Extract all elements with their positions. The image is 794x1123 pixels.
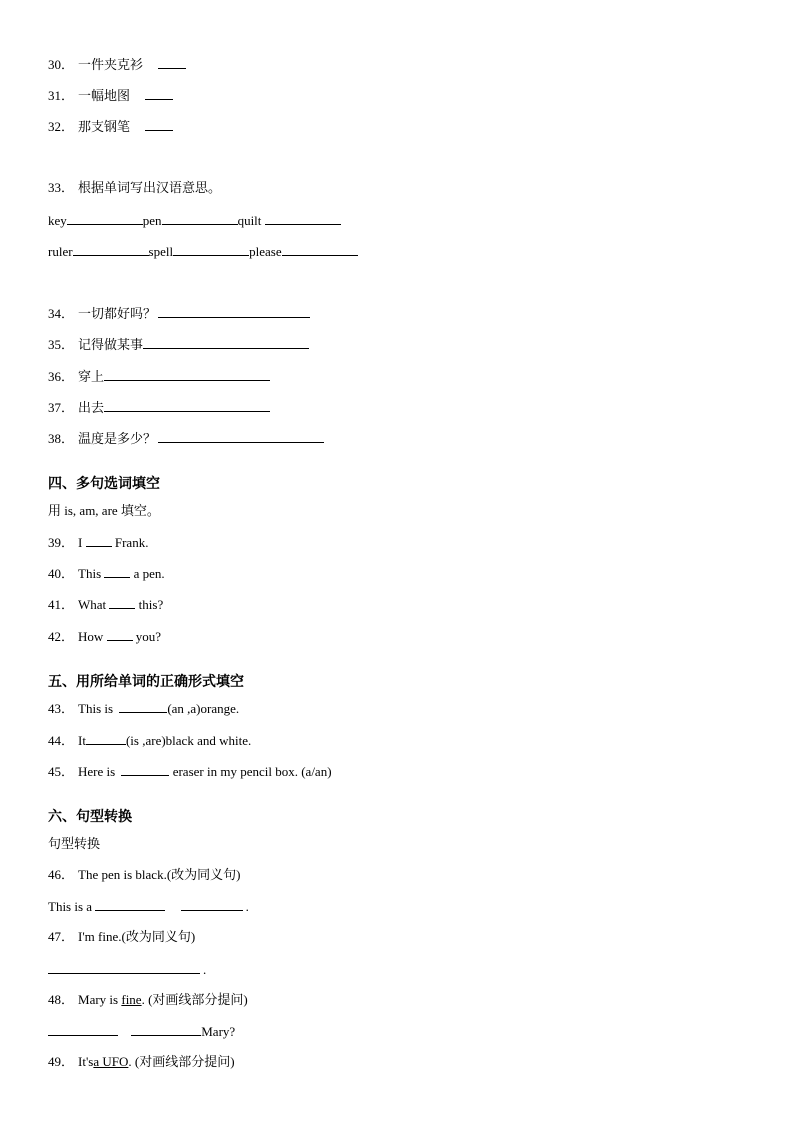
question-number: 31．	[48, 88, 75, 103]
question-number: 39．	[48, 535, 75, 550]
answer-blank[interactable]	[86, 731, 126, 745]
word-key: key	[48, 213, 67, 228]
question-45	[48, 762, 332, 781]
question-text: 那支钢笔	[78, 119, 131, 134]
question-number: 37．	[48, 400, 75, 415]
question-43	[48, 699, 239, 718]
question-49	[48, 1053, 235, 1071]
question-30	[48, 55, 186, 74]
question-number: 47．	[48, 929, 75, 944]
answer-blank[interactable]	[282, 242, 358, 256]
question-number: 45．	[48, 764, 75, 779]
question-42	[48, 627, 161, 646]
answer-blank[interactable]	[265, 211, 341, 225]
question-number: 38．	[48, 431, 75, 446]
question-text-b: a pen.	[133, 566, 165, 581]
answer-blank[interactable]	[119, 699, 167, 713]
question-text: The pen is black.(改为同义句)	[78, 867, 241, 882]
question-text: 温度是多少？	[78, 431, 157, 446]
question-number: 43．	[48, 701, 75, 716]
answer-blank[interactable]	[181, 897, 243, 911]
answer-blank[interactable]	[107, 627, 133, 641]
question-text-b: (is ,are)black and white.	[125, 733, 252, 748]
question-33	[48, 179, 221, 197]
answer-end: .	[245, 899, 249, 914]
question-number: 32．	[48, 119, 75, 134]
question-46	[48, 866, 240, 884]
question-number: 30．	[48, 57, 75, 72]
word-row-1	[48, 211, 341, 230]
question-number: 34．	[48, 306, 75, 321]
answer-blank[interactable]	[162, 211, 238, 225]
answer-prefix: This is a	[48, 899, 93, 914]
question-text: 出去	[78, 400, 105, 415]
question-text-b: (an ,a)orange.	[167, 701, 240, 716]
question-text: 记得做某事	[78, 337, 144, 352]
answer-blank[interactable]	[86, 533, 112, 547]
question-text-b: . (对画线部分提问)	[141, 992, 248, 1007]
section-4-instruction: 用 is, am, are 填空。	[48, 503, 160, 518]
answer-blank[interactable]	[109, 595, 135, 609]
answer-blank[interactable]	[104, 398, 270, 412]
question-31	[48, 86, 173, 105]
answer-47	[48, 960, 206, 979]
question-number: 41．	[48, 597, 75, 612]
question-text-a: It's	[78, 1054, 94, 1069]
answer-end: .	[203, 962, 207, 977]
question-text-a: It	[78, 733, 86, 748]
answer-46	[48, 897, 249, 916]
question-text: 一幅地图	[78, 88, 131, 103]
section-4-title: 四、多句选词填空	[48, 477, 160, 492]
question-number: 33．	[48, 180, 75, 195]
answer-blank[interactable]	[48, 1022, 118, 1036]
answer-blank[interactable]	[145, 117, 173, 131]
answer-blank[interactable]	[121, 762, 169, 776]
question-number: 42．	[48, 629, 75, 644]
question-text-a: Mary is	[78, 992, 119, 1007]
question-38	[48, 429, 324, 448]
answer-blank[interactable]	[158, 429, 324, 443]
answer-end: Mary?	[201, 1024, 236, 1039]
question-40	[48, 564, 165, 583]
question-35	[48, 335, 309, 354]
question-text-a: What	[78, 597, 107, 612]
question-number: 44．	[48, 733, 75, 748]
underlined-word: fine	[121, 992, 142, 1007]
answer-blank[interactable]	[158, 55, 186, 69]
question-36	[48, 367, 270, 386]
answer-blank[interactable]	[158, 304, 310, 318]
answer-blank[interactable]	[145, 86, 173, 100]
word-quilt: quilt	[237, 213, 262, 228]
section-6-title: 六、句型转换	[48, 810, 132, 825]
word-spell: spell	[148, 244, 174, 259]
answer-blank[interactable]	[95, 897, 165, 911]
question-text-a: This is	[78, 701, 114, 716]
question-48	[48, 991, 248, 1009]
question-text-a: How	[78, 629, 104, 644]
question-34	[48, 304, 310, 323]
answer-blank[interactable]	[143, 335, 309, 349]
question-37	[48, 398, 270, 417]
section-5-title: 五、用所给单词的正确形式填空	[48, 675, 244, 690]
answer-48	[48, 1022, 235, 1041]
question-text: 一件夹克衫	[78, 57, 144, 72]
question-text-a: I	[78, 535, 83, 550]
question-text-b: Frank.	[114, 535, 149, 550]
question-number: 36．	[48, 369, 75, 384]
question-text-b: . (对画线部分提问)	[128, 1054, 235, 1069]
question-text: 穿上	[78, 369, 105, 384]
word-row-2	[48, 242, 358, 261]
word-pen: pen	[142, 213, 162, 228]
question-number: 48．	[48, 992, 75, 1007]
question-number: 35．	[48, 337, 75, 352]
answer-blank[interactable]	[104, 564, 130, 578]
answer-blank[interactable]	[73, 242, 149, 256]
question-text: 根据单词写出汉语意思。	[78, 180, 222, 195]
answer-blank[interactable]	[104, 367, 270, 381]
question-text: I'm fine.(改为同义句)	[78, 929, 196, 944]
answer-blank[interactable]	[173, 242, 249, 256]
question-41	[48, 595, 163, 614]
question-number: 49．	[48, 1054, 75, 1069]
answer-blank[interactable]	[131, 1022, 201, 1036]
question-text-a: This	[78, 566, 102, 581]
answer-blank[interactable]	[48, 960, 200, 974]
question-47	[48, 928, 195, 946]
word-please: please	[249, 244, 282, 259]
question-text-b: eraser in my pencil box. (a/an)	[172, 764, 332, 779]
underlined-phrase: a UFO	[93, 1054, 129, 1069]
question-32	[48, 117, 173, 136]
answer-blank[interactable]	[67, 211, 143, 225]
section-6-instruction: 句型转换	[48, 836, 101, 851]
question-39	[48, 533, 148, 552]
question-text: 一切都好吗？	[78, 306, 157, 321]
question-text-a: Here is	[78, 764, 116, 779]
question-number: 46．	[48, 867, 75, 882]
question-text-b: this?	[138, 597, 164, 612]
question-text-b: you?	[135, 629, 162, 644]
word-ruler: ruler	[48, 244, 73, 259]
question-number: 40．	[48, 566, 75, 581]
question-44	[48, 731, 251, 750]
